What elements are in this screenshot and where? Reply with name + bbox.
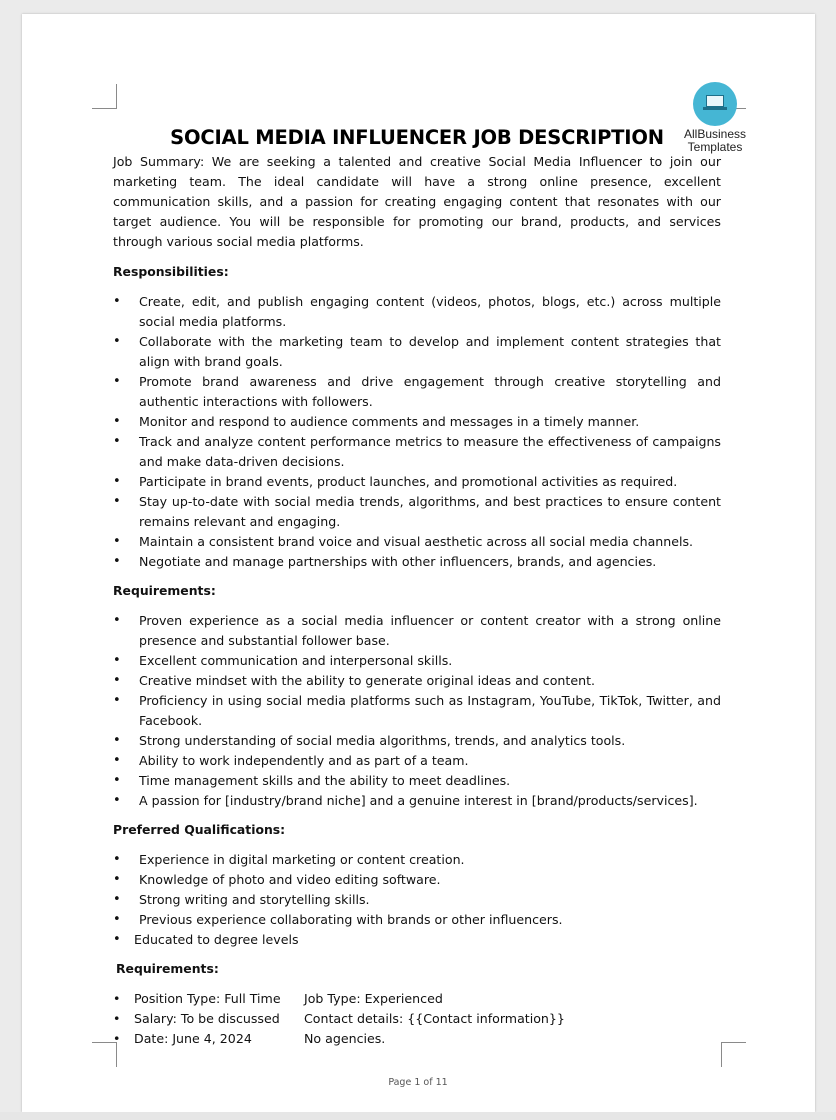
list-item: • Monitor and respond to audience comments and messages in a timely manner.	[113, 412, 721, 432]
logo-text: AllBusiness Templates	[683, 127, 747, 154]
list-item: • Knowledge of photo and video editing software.	[113, 870, 721, 890]
document-body	[113, 152, 721, 1049]
list-item: • Maintain a consistent brand voice and visual aesthetic across all social media channels.	[113, 532, 721, 552]
details-left: Date: June 4, 2024	[134, 1031, 252, 1046]
crop-mark-bottom-right	[721, 1042, 746, 1067]
responsibilities-heading: Responsibilities:	[113, 264, 229, 279]
page-number: Page 1 of 11	[388, 1077, 448, 1088]
details-heading: Requirements:	[116, 961, 219, 976]
list-item: • Stay up-to-date with social media trends, algorithms, and best practices to ensure content remains relevant and engaging.	[113, 492, 721, 532]
responsibilities-list	[113, 292, 721, 572]
details-left: Salary: To be discussed	[134, 1011, 280, 1026]
details-row: • Salary: To be discussed Contact details: {{Contact information}}	[113, 1009, 721, 1029]
list-item: • Collaborate with the marketing team to develop and implement content strategies that align with brand goals.	[113, 332, 721, 372]
details-row: • Date: June 4, 2024 No agencies.	[113, 1029, 721, 1049]
requirements-list	[113, 611, 721, 811]
preferred-qualifications-list	[113, 850, 721, 930]
list-item: • Ability to work independently and as part of a team.	[113, 751, 721, 771]
list-item: • Negotiate and manage partnerships with other influencers, brands, and agencies.	[113, 552, 721, 572]
laptop-icon	[693, 82, 737, 126]
list-item: • Creative mindset with the ability to generate original ideas and content.	[113, 671, 721, 691]
list-item: • Promote brand awareness and drive engagement through creative storytelling and authentic interactions with followers.	[113, 372, 721, 412]
details-left: Position Type: Full Time	[134, 991, 281, 1006]
preferred-qualifications-heading: Preferred Qualifications:	[113, 822, 286, 837]
list-item: • Time management skills and the ability to meet deadlines.	[113, 771, 721, 791]
list-item: • Previous experience collaborating with brands or other influencers.	[113, 910, 721, 930]
document-title: SOCIAL MEDIA INFLUENCER JOB DESCRIPTION	[170, 126, 664, 149]
crop-mark-top-left	[92, 84, 117, 109]
list-item: • Proven experience as a social media influencer or content creator with a strong online presence and substantial follower base.	[113, 611, 721, 651]
next-page-edge	[0, 1112, 836, 1120]
list-item: • Experience in digital marketing or content creation.	[113, 850, 721, 870]
details-right: No agencies.	[304, 1031, 386, 1046]
details-right: Job Type: Experienced	[304, 991, 443, 1006]
list-item: • A passion for [industry/brand niche] and a genuine interest in [brand/products/services].	[113, 791, 721, 811]
details-right: Contact details: {{Contact information}}	[304, 1011, 565, 1026]
list-item: • Track and analyze content performance metrics to measure the effectiveness of campaigns and make data-driven decisions.	[113, 432, 721, 472]
list-item: • Excellent communication and interpersonal skills.	[113, 651, 721, 671]
list-item: • Strong writing and storytelling skills.	[113, 890, 721, 910]
details-row: • Position Type: Full Time Job Type: Experienced	[113, 989, 721, 1009]
list-item: • Educated to degree levels	[113, 930, 721, 950]
list-item: • Proficiency in using social media platforms such as Instagram, YouTube, TikTok, Twitter, and Facebook.	[113, 691, 721, 731]
requirements-heading: Requirements:	[113, 583, 216, 598]
education-list	[113, 930, 721, 950]
job-summary: Job Summary: We are seeking a talented and creative Social Media Influencer to join our marketing team. The ideal candidate will have a strong online presence, excellent communication skills, and a passion for creating engaging content that resonates with our target audience. You will be responsible for promoting our brand, products, and services through various social media platforms.	[113, 154, 721, 249]
list-item: • Strong understanding of social media algorithms, trends, and analytics tools.	[113, 731, 721, 751]
list-item: • Participate in brand events, product launches, and promotional activities as required.	[113, 472, 721, 492]
details-table	[113, 989, 721, 1049]
list-item: • Create, edit, and publish engaging content (videos, photos, blogs, etc.) across multiple social media platforms.	[113, 292, 721, 332]
